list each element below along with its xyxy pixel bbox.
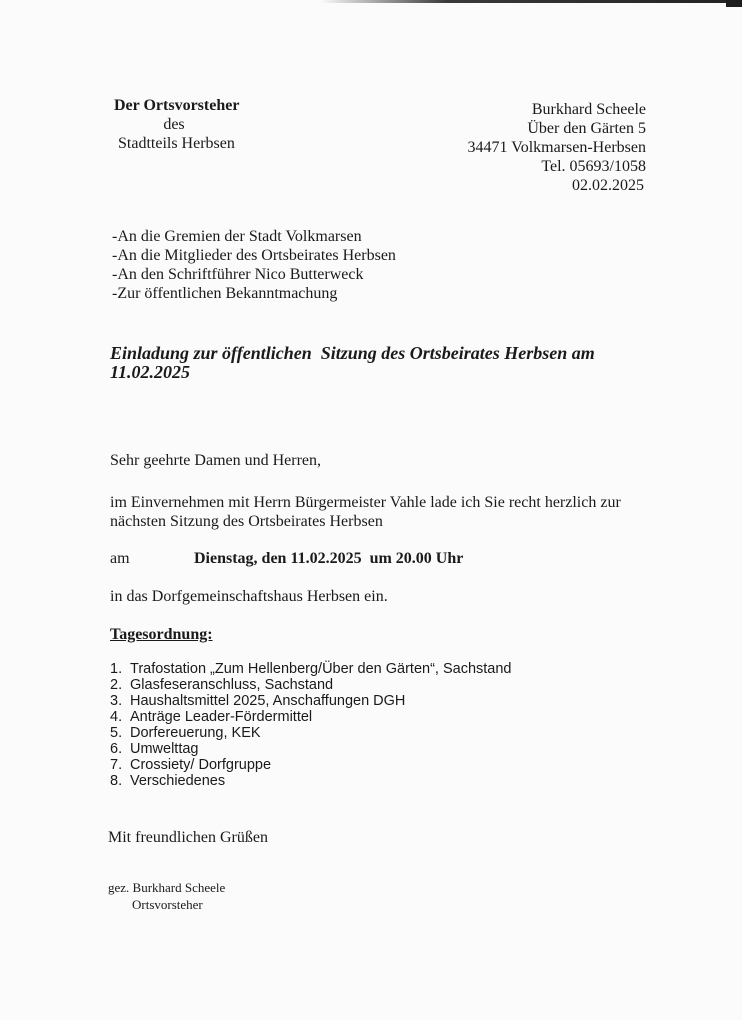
meeting-place: in das Dorfgemeinschaftshaus Herbsen ein. [110, 588, 388, 605]
closing-greeting: Mit freundlichen Grüßen [108, 829, 268, 846]
meeting-datetime [110, 549, 463, 568]
recipient-item: -An den Schriftführer Nico Butterweck [112, 266, 364, 283]
recipient-item: -An die Gremien der Stadt Volkmarsen [112, 228, 362, 245]
intro-line2: nächsten Sitzung des Ortsbeirates Herbsen [110, 513, 383, 530]
intro-line1: im Einvernehmen mit Herrn Bürgermeister Vahle lade ich Sie recht herzlich zur [110, 494, 621, 511]
agenda-text: Anträge Leader-Fördermittel [130, 709, 313, 725]
agenda-num: 8. [110, 773, 123, 789]
agenda-num: 7. [110, 757, 123, 773]
agenda-text: Crossiety/ Dorfgruppe [130, 757, 272, 773]
agenda-item [110, 741, 511, 757]
agenda-item [110, 693, 511, 709]
signed-by: gez. Burkhard Scheele [108, 880, 226, 895]
recipient-item: -An die Mitglieder des Ortsbeirates Herbsen [112, 247, 396, 264]
scan-edge-shadow [320, 0, 742, 3]
intro-paragraph [110, 493, 621, 531]
agenda-list [110, 661, 511, 789]
agenda-text: Umwelttag [130, 741, 199, 757]
signer-role: Ortsvorsteher [132, 897, 203, 912]
sender-title: Der Ortsvorsteher [114, 97, 240, 114]
recipients-list [112, 227, 396, 303]
agenda-item [110, 677, 511, 693]
when-label: am [110, 550, 130, 567]
agenda-text: Haushaltsmittel 2025, Anschaffungen DGH [130, 693, 406, 709]
agenda-num: 3. [110, 693, 123, 709]
address-block [468, 100, 647, 195]
subject-line1: Einladung zur öffentlichen Sitzung des Ortsbeirates Herbsen am [110, 343, 595, 363]
subject-heading [110, 344, 595, 382]
agenda-heading: Tagesordnung: [110, 626, 213, 643]
agenda-text: Glasfeseranschluss, Sachstand [130, 677, 334, 693]
sender-line2: des [163, 116, 185, 133]
sender-block [114, 96, 244, 153]
address-street: Über den Gärten 5 [527, 120, 646, 137]
agenda-text: Dorfereuerung, KEK [130, 725, 261, 741]
signature-block [108, 879, 225, 913]
subject-line2: 11.02.2025 [110, 362, 191, 382]
recipient-item: -Zur öffentlichen Bekanntmachung [112, 285, 338, 302]
address-name: Burkhard Scheele [531, 101, 646, 118]
sender-line3: Stadtteils Herbsen [118, 135, 235, 152]
salutation: Sehr geehrte Damen und Herren, [110, 452, 322, 469]
agenda-num: 5. [110, 725, 123, 741]
agenda-item [110, 757, 511, 773]
agenda-item [110, 661, 511, 677]
agenda-num: 1. [110, 661, 123, 677]
address-city: 34471 Volkmarsen-Herbsen [467, 139, 646, 156]
scan-edge-corner [726, 0, 742, 7]
address-phone: Tel. 05693/1058 [541, 158, 646, 175]
agenda-num: 2. [110, 677, 123, 693]
agenda-text: Verschiedenes [130, 773, 226, 789]
agenda-num: 6. [110, 741, 123, 757]
agenda-text: Trafostation „Zum Hellenberg/Über den Gärten“, Sachstand [130, 661, 512, 677]
agenda-item [110, 773, 511, 789]
agenda-item [110, 709, 511, 725]
agenda-item [110, 725, 511, 741]
when-value: Dienstag, den 11.02.2025 um 20.00 Uhr [194, 550, 464, 567]
agenda-num: 4. [110, 709, 123, 725]
letter-date: 02.02.2025 [572, 177, 644, 194]
